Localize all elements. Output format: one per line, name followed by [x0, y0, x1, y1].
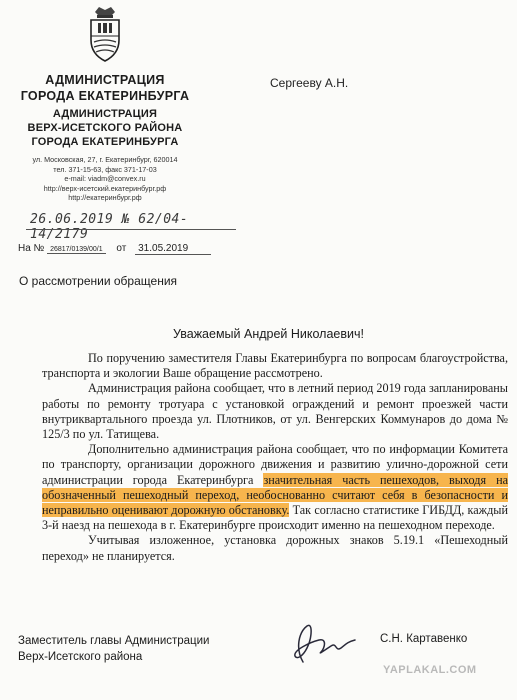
website-district: http://верх-исетский.екатеринбург.рф — [43, 183, 167, 193]
reference-line — [18, 243, 211, 255]
signer-name: С.Н. Картавенко — [380, 633, 468, 645]
district-admin-line2: ВЕРХ-ИСЕТСКОГО РАЙОНА — [27, 122, 183, 134]
org-name-line1: АДМИНИСТРАЦИЯ — [45, 73, 165, 87]
handwritten-reg-number: 26.06.2019 № 62/04-14/2179 — [30, 212, 189, 242]
reference-date: 31.05.2019 — [135, 243, 211, 255]
registration-number-line — [26, 212, 236, 242]
handwritten-signature — [285, 618, 360, 668]
letter-subject: О рассмотрении обращения — [19, 274, 178, 288]
letter-body — [42, 351, 508, 564]
body-paragraph-3-start: Дополнительно администрация района сообщает, что по информации Комитета по транспорту, организации дорожного движения и развитию улично-дорожной сети администрации города Екатеринбурга — [42, 442, 508, 487]
contact-details — [0, 155, 210, 203]
phone: тел. 371-15-63, факс 371-17-03 — [53, 164, 157, 174]
reference-prefix: На № — [18, 243, 45, 254]
district-admin-line3: ГОРОДА ЕКАТЕРИНБУРГА — [31, 136, 179, 148]
signer-title-line1: Заместитель главы Администрации — [18, 635, 210, 647]
letterhead — [0, 72, 210, 203]
body-paragraph-1: По поручению заместителя Главы Екатеринбурга по вопросам благоустройства, транспорта и экологии Ваше обращение рассмотрено. — [42, 351, 508, 381]
body-paragraph-3 — [42, 442, 508, 533]
signer-title — [18, 633, 209, 665]
district-admin-line1: АДМИНИСТРАЦИЯ — [52, 108, 158, 120]
reference-from-label: от — [116, 243, 127, 254]
registration-rule — [26, 229, 236, 230]
org-name-line2: ГОРОДА ЕКАТЕРИНБУРГА — [20, 89, 190, 103]
email: e-mail: viadm@convex.ru — [64, 174, 146, 183]
signer-title-line2: Верх-Исетского района — [18, 651, 143, 663]
body-paragraph-2: Администрация района сообщает, что в летний период 2019 года запланированы работы по ремонту тротуара с установкой ограждений и ремонт проезжей части внутриквартального проезда ул. Плотников, от ул. Венгерских Коммунаров до дома № 125/3 по ул. Татищева. — [42, 381, 508, 442]
body-paragraph-3-end: Так согласно статистике ГИБДД, каждый 3-й наезд на пешехода в г. Екатеринбурге происходит именно на пешеходном переходе. — [42, 503, 509, 533]
website-city: http://екатеринбург.рф — [68, 193, 142, 202]
city-coat-of-arms-icon — [86, 6, 124, 64]
watermark-logo: YAPLAKAL.COM — [383, 664, 477, 676]
recipient-name: Сергееву А.Н. — [270, 76, 349, 90]
greeting: Уважаемый Андрей Николаевич! — [173, 327, 364, 341]
reference-number: 26817/0139/00/1 — [47, 246, 106, 254]
address: ул. Московская, 27, г. Екатеринбург, 620014 — [32, 155, 178, 164]
highlighted-text: значительная часть пешеходов, выходя на обозначенный пешеходный переход, необоснованно считают себя в безопасности и неправильно оценивают дорожную обстановку. — [42, 472, 508, 518]
body-paragraph-4: Учитывая изложенное, установка дорожных знаков 5.19.1 «Пешеходный переход» не планируется. — [42, 533, 508, 563]
